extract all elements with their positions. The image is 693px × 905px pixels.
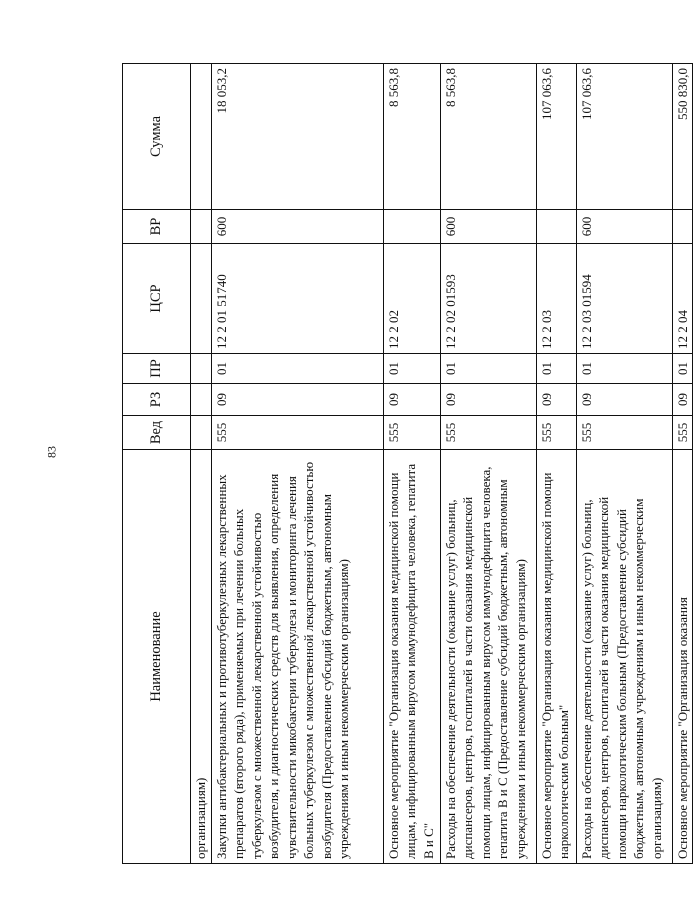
budget-table xyxy=(122,63,693,864)
cell-ved: 555 xyxy=(211,416,383,450)
cell-csr xyxy=(191,244,212,354)
cell-sum: 107 063,6 xyxy=(576,64,672,210)
cell-ved: 555 xyxy=(440,416,536,450)
cell-csr: 12 2 03 01594 xyxy=(576,244,672,354)
cell-ved xyxy=(191,416,212,450)
cell-csr: 12 2 01 51740 xyxy=(211,244,383,354)
cell-pr xyxy=(191,354,212,384)
cell-name: Основное мероприятие "Организация оказания медицинской помощи наркологическим больным" xyxy=(536,450,576,864)
header-ved: Вед xyxy=(123,416,191,450)
cell-rz: 09 xyxy=(576,384,672,416)
table-row xyxy=(211,64,383,864)
cell-vr xyxy=(536,210,576,244)
table-row xyxy=(672,64,693,864)
cell-sum xyxy=(191,64,212,210)
header-row xyxy=(123,64,191,864)
cell-sum: 107 063,6 xyxy=(536,64,576,210)
table-row xyxy=(576,64,672,864)
cell-pr: 01 xyxy=(576,354,672,384)
cell-csr: 12 2 02 01593 xyxy=(440,244,536,354)
table-row xyxy=(440,64,536,864)
cell-name: организациям) xyxy=(191,450,212,864)
cell-ved: 555 xyxy=(672,416,693,450)
cell-csr: 12 2 02 xyxy=(383,244,440,354)
cell-vr: 600 xyxy=(211,210,383,244)
cell-csr: 12 2 03 xyxy=(536,244,576,354)
cell-vr: 600 xyxy=(576,210,672,244)
cell-name: Закупки антибактериальных и противотуберкулезных лекарственных препаратов (второго ряда), применяемых при лечении больных туберкулезом с множественной лекарственной устойчивостью возбудителя, и диагностических средств для выявления, определения чувствительности микобактерии туберкулеза и мониторинга лечения больных туберкулезом с множественной лекарственной устойчивостью возбудителя (Предоставление субсидий бюджетным, автономным учреждениям и иным некоммерческим организациям) xyxy=(211,450,383,864)
cell-rz: 09 xyxy=(440,384,536,416)
cell-name: Основное мероприятие "Организация оказания медицинской помощи лицам, инфицированным вирусом иммунодефицита человека, гепатита В и С" xyxy=(383,450,440,864)
cell-sum: 18 053,2 xyxy=(211,64,383,210)
cell-name: Расходы на обеспечение деятельности (оказание услуг) больниц, диспансеров, центров, госпиталей в части оказания медицинской помощи наркологическим больным (Предоставление субсидий бюджетным, автономным учреждениям и иным некоммерческим организациям) xyxy=(576,450,672,864)
cell-rz xyxy=(191,384,212,416)
header-sum: Сумма xyxy=(123,64,191,210)
cell-sum: 550 830,0 xyxy=(672,64,693,210)
header-csr: ЦСР xyxy=(123,244,191,354)
cell-pr: 01 xyxy=(383,354,440,384)
cell-pr: 01 xyxy=(211,354,383,384)
header-pr: ПР xyxy=(123,354,191,384)
cell-sum: 8 563,8 xyxy=(383,64,440,210)
rotated-page-content xyxy=(122,64,690,864)
page-number: 83 xyxy=(44,446,59,458)
cell-rz: 09 xyxy=(211,384,383,416)
cell-sum: 8 563,8 xyxy=(440,64,536,210)
cell-vr xyxy=(191,210,212,244)
cell-rz: 09 xyxy=(672,384,693,416)
cell-vr xyxy=(383,210,440,244)
cell-rz: 09 xyxy=(536,384,576,416)
cell-name: Основное мероприятие "Организация оказания xyxy=(672,450,693,864)
cell-csr: 12 2 04 xyxy=(672,244,693,354)
cell-pr: 01 xyxy=(440,354,536,384)
cell-ved: 555 xyxy=(536,416,576,450)
cell-pr: 01 xyxy=(672,354,693,384)
header-rz: РЗ xyxy=(123,384,191,416)
cell-rz: 09 xyxy=(383,384,440,416)
table-row xyxy=(536,64,576,864)
table-row xyxy=(383,64,440,864)
cell-pr: 01 xyxy=(536,354,576,384)
header-name: Наименование xyxy=(123,450,191,864)
cell-ved: 555 xyxy=(383,416,440,450)
header-vr: ВР xyxy=(123,210,191,244)
cell-vr: 600 xyxy=(440,210,536,244)
table-row xyxy=(191,64,212,864)
cell-ved: 555 xyxy=(576,416,672,450)
cell-vr xyxy=(672,210,693,244)
cell-name: Расходы на обеспечение деятельности (оказание услуг) больниц, диспансеров, центров, госпиталей в части оказания медицинской помощи лицам, инфицированным вирусом иммунодефицита человека, гепатита В и С (Предоставление субсидий бюджетным, автономным учреждениям и иным некоммерческим организациям) xyxy=(440,450,536,864)
